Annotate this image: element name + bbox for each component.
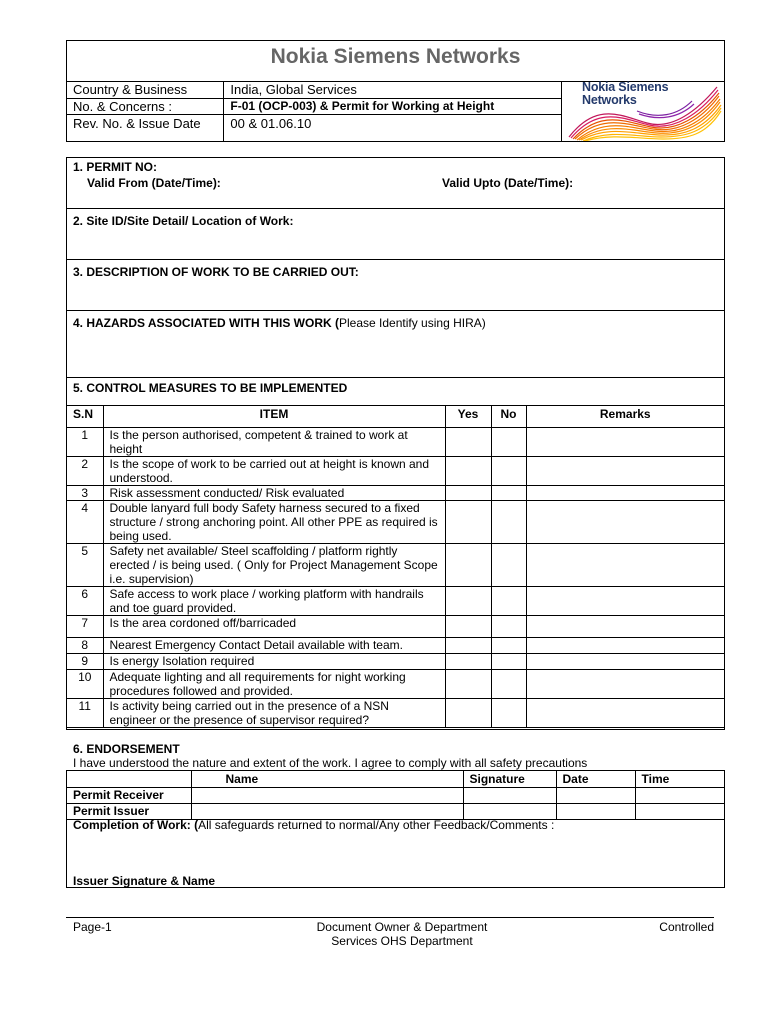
col-date-header: Date [556, 771, 635, 787]
header-info-table [67, 82, 562, 142]
site-label: 2. Site ID/Site Detail/ Location of Work: [73, 214, 294, 228]
header-row [67, 98, 562, 114]
no-cell[interactable] [491, 427, 526, 456]
table-row [67, 543, 724, 586]
document-header [66, 40, 725, 142]
permit-issuer-label: Permit Issuer [67, 803, 191, 819]
remarks-cell[interactable] [526, 653, 724, 669]
yes-cell[interactable] [445, 637, 491, 653]
col-remarks-header: Remarks [526, 406, 724, 427]
header-row [67, 82, 562, 98]
receiver-date-cell[interactable] [556, 787, 635, 803]
receiver-signature-cell[interactable] [463, 787, 556, 803]
table-row [67, 456, 724, 485]
row-number: 1 [67, 427, 103, 456]
company-logo [567, 81, 722, 141]
remarks-cell[interactable] [526, 615, 724, 637]
row-number: 3 [67, 485, 103, 500]
remarks-cell[interactable] [526, 669, 724, 698]
no-cell[interactable] [491, 637, 526, 653]
no-cell[interactable] [491, 669, 526, 698]
yes-cell[interactable] [445, 456, 491, 485]
col-no-header: No [491, 406, 526, 427]
completion-of-work [73, 818, 554, 832]
completion-label: Completion of Work: ( [73, 818, 199, 832]
document-title: Nokia Siemens Networks [67, 41, 724, 82]
table-row [67, 500, 724, 543]
row-number: 4 [67, 500, 103, 543]
issuer-signature-cell[interactable] [463, 803, 556, 819]
row-item: Adequate lighting and all requirements for night working procedures followed and provided. [103, 669, 445, 698]
remarks-cell[interactable] [526, 500, 724, 543]
no-cell[interactable] [491, 615, 526, 637]
header-label: Rev. No. & Issue Date [67, 114, 224, 142]
yes-cell[interactable] [445, 500, 491, 543]
col-time-header: Time [635, 771, 724, 787]
table-header-row [67, 406, 724, 427]
section-control-measures [67, 378, 724, 406]
permit-form [66, 157, 725, 730]
table-row [67, 485, 724, 500]
no-cell[interactable] [491, 456, 526, 485]
blank-header-cell [67, 771, 191, 787]
col-signature-header: Signature [463, 771, 556, 787]
control-measures-label: 5. CONTROL MEASURES TO BE IMPLEMENTED [73, 381, 348, 395]
row-number: 8 [67, 637, 103, 653]
col-item-header: ITEM [103, 406, 445, 427]
document-status: Controlled [659, 920, 714, 934]
row-item: Safety net available/ Steel scaffolding / platform rightly erected / is being used. ( Only for Project Management Scope i.e. supervision) [103, 543, 445, 586]
yes-cell[interactable] [445, 485, 491, 500]
logo-text-line2: Networks [582, 93, 637, 107]
table-row [67, 586, 724, 615]
header-value: India, Global Services [224, 82, 562, 98]
valid-from-label: Valid From (Date/Time): [87, 176, 221, 190]
table-row [67, 653, 724, 669]
yes-cell[interactable] [445, 615, 491, 637]
table-row [67, 698, 724, 727]
issuer-signature-label: Issuer Signature & Name [73, 874, 216, 888]
no-cell[interactable] [491, 586, 526, 615]
remarks-cell[interactable] [526, 543, 724, 586]
remarks-cell[interactable] [526, 698, 724, 727]
table-row [67, 787, 724, 803]
row-item: Double lanyard full body Safety harness secured to a fixed structure / strong anchoring point. All other PPE as required is being used. [103, 500, 445, 543]
table-row [67, 427, 724, 456]
control-measures-table [67, 406, 724, 728]
no-cell[interactable] [491, 653, 526, 669]
yes-cell[interactable] [445, 543, 491, 586]
issuer-time-cell[interactable] [635, 803, 724, 819]
table-row [67, 615, 724, 637]
endorsement-header-row [67, 771, 724, 787]
endorsement-text: I have understood the nature and extent of the work. I agree to comply with all safety precautions [73, 756, 588, 770]
row-item: Nearest Emergency Contact Detail available with team. [103, 637, 445, 653]
col-name-header: Name [191, 771, 463, 787]
header-row [67, 114, 562, 142]
no-cell[interactable] [491, 543, 526, 586]
endorsement-title: 6. ENDORSEMENT [73, 742, 180, 756]
remarks-cell[interactable] [526, 637, 724, 653]
logo-wave-graphic [567, 81, 722, 141]
table-row [67, 803, 724, 819]
permit-no-label: 1. PERMIT NO: [73, 160, 158, 174]
row-number: 5 [67, 543, 103, 586]
endorsement-table [67, 771, 724, 820]
footer-divider [66, 917, 714, 918]
remarks-cell[interactable] [526, 456, 724, 485]
valid-upto-label: Valid Upto (Date/Time): [442, 176, 574, 190]
section-hazards [67, 311, 724, 378]
header-label: No. & Concerns : [67, 98, 224, 114]
row-item: Is activity being carried out in the presence of a NSN engineer or the presence of supervisor required? [103, 698, 445, 727]
header-value: 00 & 01.06.10 [224, 114, 562, 142]
section-site [67, 209, 724, 260]
row-number: 9 [67, 653, 103, 669]
no-cell[interactable] [491, 698, 526, 727]
row-item: Is the area cordoned off/barricaded [103, 615, 445, 637]
logo-text-line1: Nokia Siemens [582, 80, 669, 94]
receiver-name-cell[interactable] [191, 787, 463, 803]
row-item: Is the scope of work to be carried out at height is known and understood. [103, 456, 445, 485]
row-item: Safe access to work place / working platform with handrails and toe guard provided. [103, 586, 445, 615]
page-number: Page-1 [73, 920, 112, 934]
yes-cell[interactable] [445, 586, 491, 615]
row-item: Is energy Isolation required [103, 653, 445, 669]
receiver-time-cell[interactable] [635, 787, 724, 803]
header-label: Country & Business [67, 82, 224, 98]
row-number: 11 [67, 698, 103, 727]
yes-cell[interactable] [445, 669, 491, 698]
section-permit-no [67, 158, 724, 209]
row-item: Risk assessment conducted/ Risk evaluated [103, 485, 445, 500]
permit-receiver-label: Permit Receiver [67, 787, 191, 803]
col-yes-header: Yes [445, 406, 491, 427]
yes-cell[interactable] [445, 427, 491, 456]
document-owner [260, 920, 544, 948]
remarks-cell[interactable] [526, 586, 724, 615]
hazards-note: Please Identify using HIRA) [339, 316, 486, 330]
row-number: 7 [67, 615, 103, 637]
table-row [67, 637, 724, 653]
document-owner-line1: Document Owner & Department [316, 920, 488, 934]
completion-note: All safeguards returned to normal/Any other Feedback/Comments : [198, 818, 555, 832]
section-description [67, 260, 724, 311]
endorsement-box [66, 770, 725, 888]
issuer-date-cell[interactable] [556, 803, 635, 819]
yes-cell[interactable] [445, 653, 491, 669]
row-number: 10 [67, 669, 103, 698]
issuer-name-cell[interactable] [191, 803, 463, 819]
col-sn-header: S.N [67, 406, 103, 427]
remarks-cell[interactable] [526, 485, 724, 500]
section-endorsement [73, 742, 587, 770]
row-number: 2 [67, 456, 103, 485]
no-cell[interactable] [491, 500, 526, 543]
hazards-label: 4. HAZARDS ASSOCIATED WITH THIS WORK ( [73, 316, 339, 330]
no-cell[interactable] [491, 485, 526, 500]
document-owner-line2: Services OHS Department [331, 934, 473, 948]
row-item: Is the person authorised, competent & trained to work at height [103, 427, 445, 456]
table-row [67, 669, 724, 698]
remarks-cell[interactable] [526, 427, 724, 456]
row-number: 6 [67, 586, 103, 615]
description-label: 3. DESCRIPTION OF WORK TO BE CARRIED OUT: [73, 265, 359, 279]
yes-cell[interactable] [445, 698, 491, 727]
header-value: F-01 (OCP-003) & Permit for Working at Height [224, 98, 562, 114]
